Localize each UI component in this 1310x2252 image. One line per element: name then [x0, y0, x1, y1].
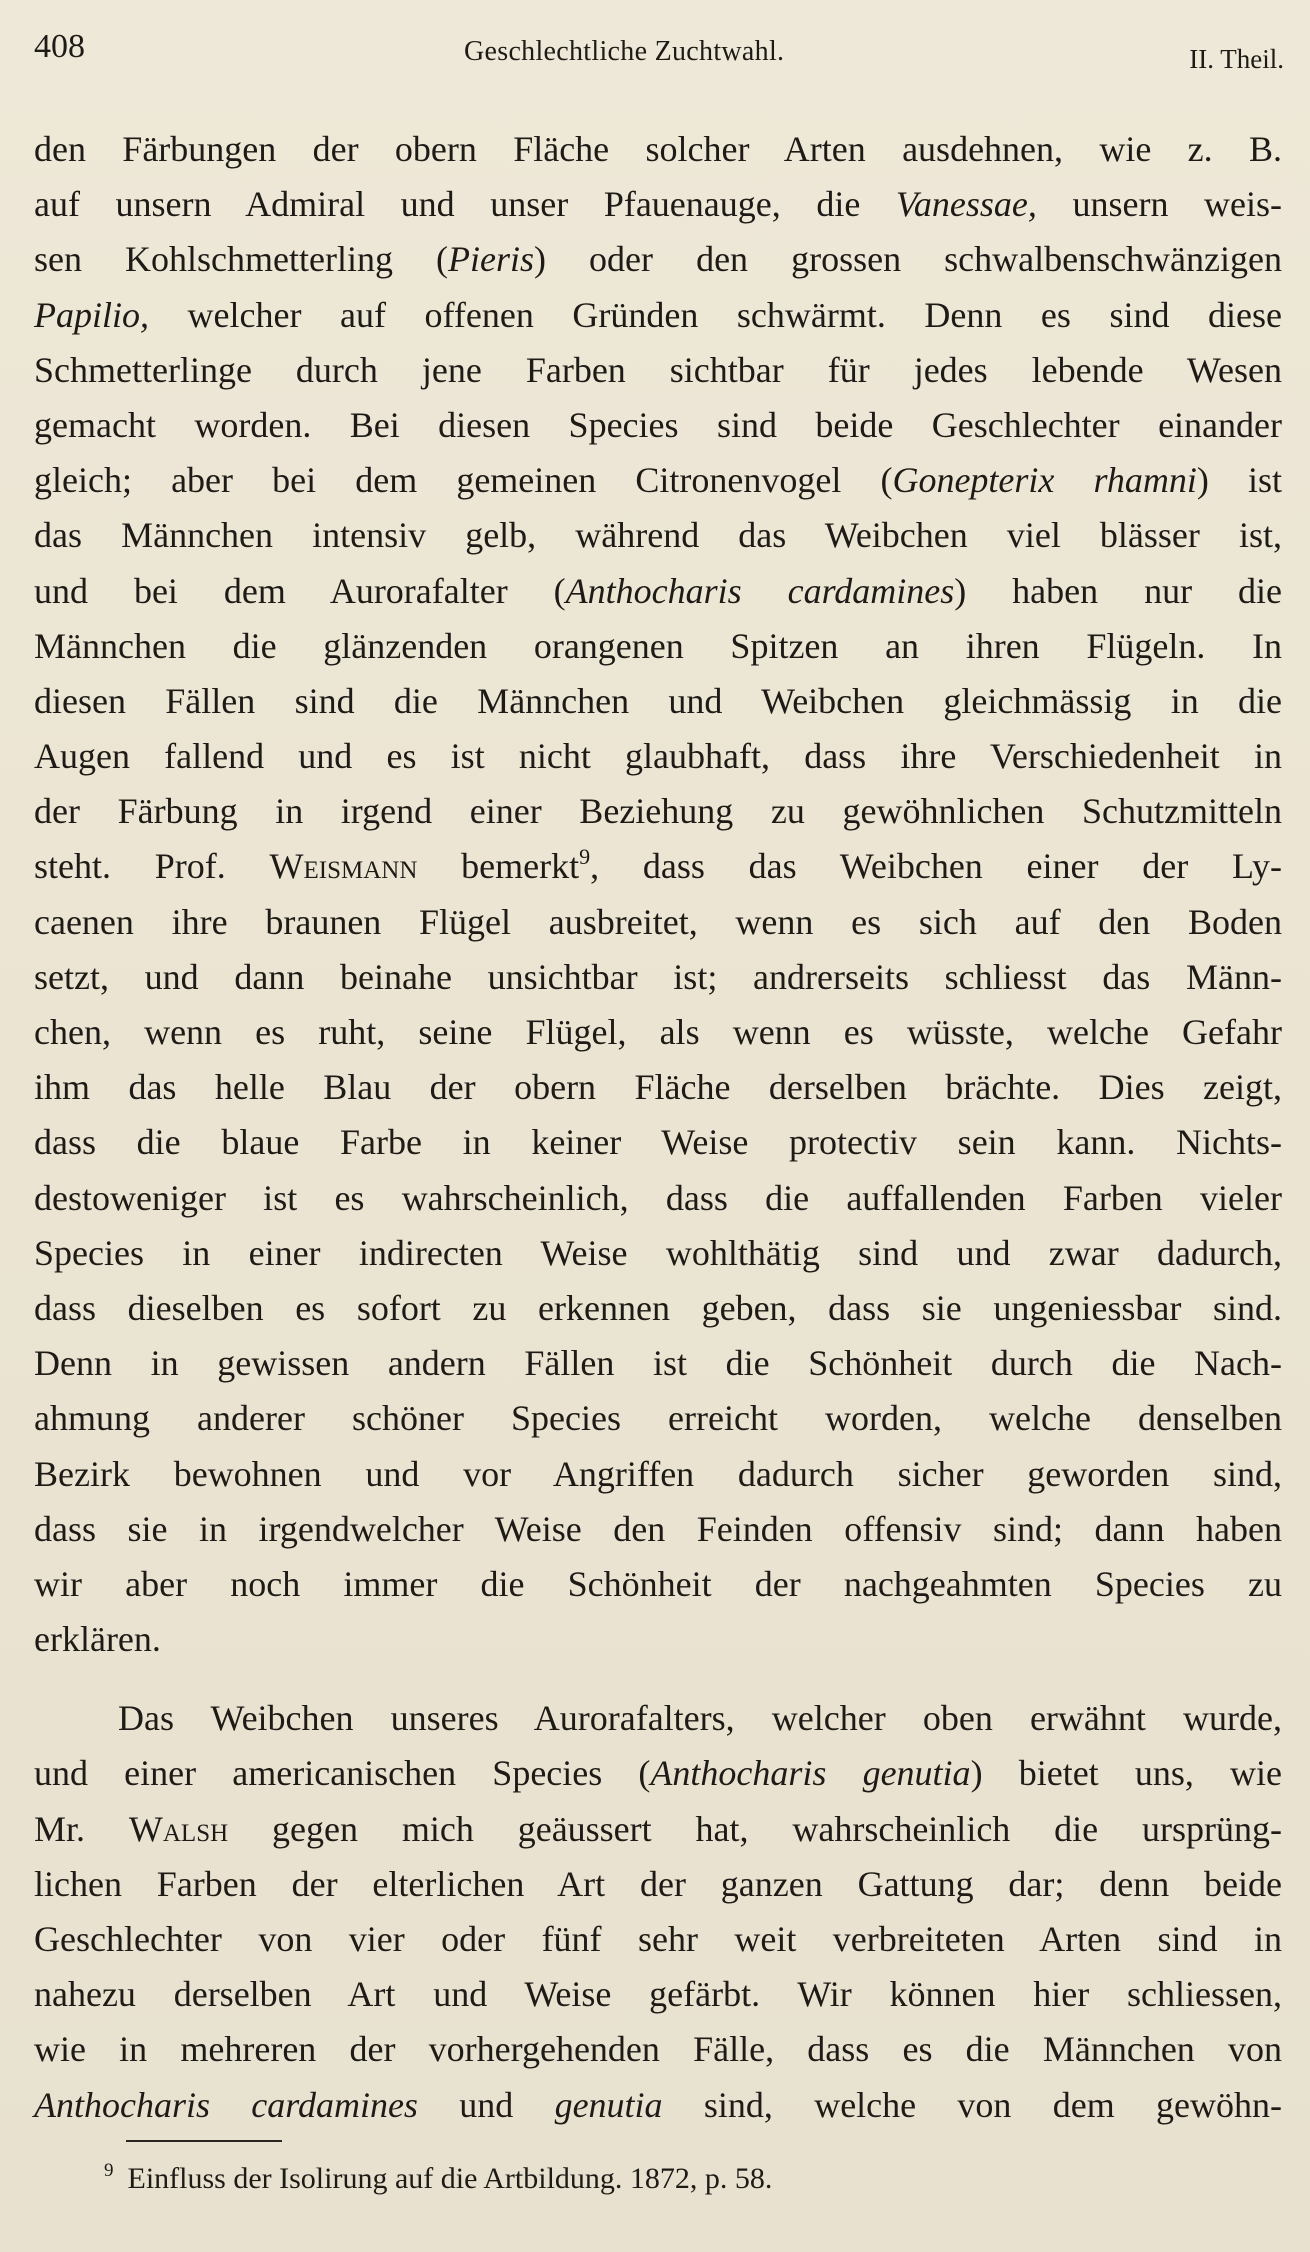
text-run: den Färbungen der obern Fläche solcher Arten ausdehnen, wie z. B.: [34, 129, 1282, 169]
author-name: Walsh: [128, 1808, 229, 1849]
text-line: [34, 1502, 1282, 1557]
text-run: dass die blaue Farbe in keiner Weise protectiv sein kann. Nichts-: [34, 1122, 1282, 1163]
text-run: erklären.: [34, 1619, 161, 1660]
text-line: [34, 1281, 1282, 1336]
running-header: [34, 28, 1284, 78]
text-run: gleich; aber bei dem gemeinen Citronenvogel (: [34, 460, 893, 501]
italic-term: Anthocharis genutia: [650, 1753, 971, 1794]
text-run: auf unsern Admiral und unser Pfauenauge, die: [34, 184, 896, 225]
text-run: ) bietet uns, wie: [970, 1753, 1282, 1794]
text-line: [34, 1557, 1282, 1612]
text-line: [34, 1612, 1282, 1667]
text-line: [34, 895, 1282, 950]
italic-term: Anthocharis cardamines: [565, 570, 955, 611]
text-run: sen Kohlschmetterling (: [34, 239, 449, 280]
text-line: [34, 1005, 1282, 1060]
text-line: [34, 453, 1282, 508]
text-line: [34, 343, 1282, 398]
text-line: [34, 674, 1282, 729]
text-line: [34, 1691, 1282, 1746]
text-line: [34, 729, 1282, 784]
text-line: [34, 1746, 1282, 1801]
text-line: [34, 1226, 1282, 1281]
text-line: [34, 839, 1282, 894]
text-line: [34, 2022, 1282, 2077]
paragraph-2: [34, 1691, 1282, 2133]
text-line: [34, 1967, 1282, 2022]
text-run: wir aber noch immer die Schönheit der nachgeahmten Species zu: [34, 1563, 1282, 1604]
body-text: [34, 122, 1282, 2133]
text-line: [34, 232, 1282, 287]
text-line: [34, 1857, 1282, 1912]
text-run: dass dieselben es sofort zu erkennen geben, dass sie ungeniessbar sind.: [34, 1287, 1282, 1328]
footnote-reference: 9: [579, 844, 591, 870]
text-run: bemerkt: [417, 846, 580, 887]
text-line: [34, 1060, 1282, 1115]
footnote-marker: 9: [104, 2160, 114, 2181]
text-line: [34, 398, 1282, 453]
footnote-text: Einfluss der Isolirung auf die Artbildung. 1872, p. 58.: [127, 2162, 773, 2195]
italic-term: genutia: [554, 2084, 663, 2125]
text-line: [34, 288, 1282, 343]
running-title: Geschlechtliche Zuchtwahl.: [464, 36, 785, 67]
text-run: wie in mehreren der vorhergehenden Fälle, dass es die Männchen von: [34, 2029, 1282, 2070]
text-line: [34, 508, 1282, 563]
text-run: gegen mich geäussert hat, wahrscheinlich die ursprüng-: [228, 1808, 1282, 1849]
text-line: [34, 784, 1282, 839]
text-run: ahmung anderer schöner Species erreicht worden, welche denselben: [34, 1398, 1282, 1439]
text-line: [34, 1912, 1282, 1967]
text-run: und bei dem Aurorafalter (: [34, 570, 566, 611]
text-run: ) oder den grossen schwalbenschwänzigen: [534, 239, 1282, 280]
text-run: gemacht worden. Bei diesen Species sind beide Geschlechter einander: [34, 404, 1282, 445]
text-run: der Färbung in irgend einer Beziehung zu gewöhnlichen Schutzmitteln: [34, 791, 1282, 832]
text-run: chen, wenn es ruht, seine Flügel, als wenn es wüsste, welche Gefahr: [34, 1012, 1282, 1052]
text-run: und einer americanischen Species (: [34, 1753, 651, 1794]
footnote-rule: [126, 2140, 282, 2142]
text-run: und: [417, 2084, 555, 2125]
text-run: Das Weibchen unseres Aurorafalters, welcher oben erwähnt wurde,: [118, 1698, 1282, 1739]
footnote: [104, 2162, 772, 2196]
text-run: destoweniger ist es wahrscheinlich, dass die auffallenden Farben vieler: [34, 1177, 1282, 1218]
italic-term: Papilio,: [34, 294, 149, 335]
text-line: [34, 950, 1282, 1005]
text-line: [34, 122, 1282, 177]
text-run: Männchen die glänzenden orangenen Spitzen an ihren Flügeln. In: [34, 625, 1282, 666]
text-line: [34, 1391, 1282, 1446]
text-run: setzt, und dann beinahe unsichtbar ist; andrerseits schliesst das Männ-: [34, 956, 1282, 997]
page-number: 408: [34, 28, 85, 65]
text-run: diesen Fällen sind die Männchen und Weibchen gleichmässig in die: [34, 680, 1282, 721]
italic-term: Pieris: [448, 239, 535, 280]
text-run: Augen fallend und es ist nicht glaubhaft, dass ihre Verschiedenheit in: [34, 736, 1282, 777]
text-run: welcher auf offenen Gründen schwärmt. Denn es sind diese: [149, 294, 1282, 335]
text-run: Species in einer indirecten Weise wohlthätig sind und zwar dadurch,: [34, 1232, 1282, 1273]
text-run: unsern weis-: [1036, 184, 1283, 225]
italic-term: Anthocharis cardamines: [34, 2084, 418, 2125]
author-name: Weismann: [269, 846, 418, 887]
text-line: [34, 1115, 1282, 1170]
text-line: [34, 177, 1282, 232]
paragraph-gap: [34, 1667, 1282, 1691]
paragraph-1: [34, 122, 1282, 1667]
text-line: [34, 1802, 1282, 1857]
text-run: ihm das helle Blau der obern Fläche derselben brächte. Dies zeigt,: [34, 1067, 1282, 1108]
text-run: Bezirk bewohnen und vor Angriffen dadurch sicher geworden sind,: [34, 1453, 1282, 1494]
text-line: [34, 1171, 1282, 1226]
text-run: Schmetterlinge durch jene Farben sichtbar für jedes lebende Wesen: [34, 349, 1282, 390]
text-run: sind, welche von dem gewöhn-: [662, 2084, 1282, 2125]
text-run: nahezu derselben Art und Weise gefärbt. Wir können hier schliessen,: [34, 1974, 1282, 2015]
text-run: Geschlechter von vier oder fünf sehr weit verbreiteten Arten sind in: [34, 1919, 1282, 1959]
text-line: [34, 1447, 1282, 1502]
text-run: lichen Farben der elterlichen Art der ganzen Gattung dar; denn beide: [34, 1863, 1282, 1904]
text-line: [34, 2078, 1282, 2133]
text-run: Denn in gewissen andern Fällen ist die Schönheit durch die Nach-: [34, 1343, 1282, 1384]
text-line: [34, 564, 1282, 619]
text-line: [34, 1336, 1282, 1391]
text-run: caenen ihre braunen Flügel ausbreitet, wenn es sich auf den Boden: [34, 901, 1282, 942]
text-run: Mr.: [34, 1808, 129, 1849]
text-line: [34, 619, 1282, 674]
text-run: , dass das Weibchen einer der Ly-: [590, 846, 1282, 887]
text-run: dass sie in irgendwelcher Weise den Feinden offensiv sind; dann haben: [34, 1508, 1282, 1549]
italic-term: Gonepterix rhamni: [892, 460, 1197, 501]
text-run: ) haben nur die: [954, 570, 1283, 611]
italic-term: Vanessae,: [895, 184, 1037, 225]
part-label: II. Theil.: [1189, 44, 1284, 74]
text-run: das Männchen intensiv gelb, während das Weibchen viel blässer ist,: [34, 515, 1282, 556]
text-run: steht. Prof.: [34, 846, 270, 887]
text-run: ) ist: [1196, 460, 1282, 501]
